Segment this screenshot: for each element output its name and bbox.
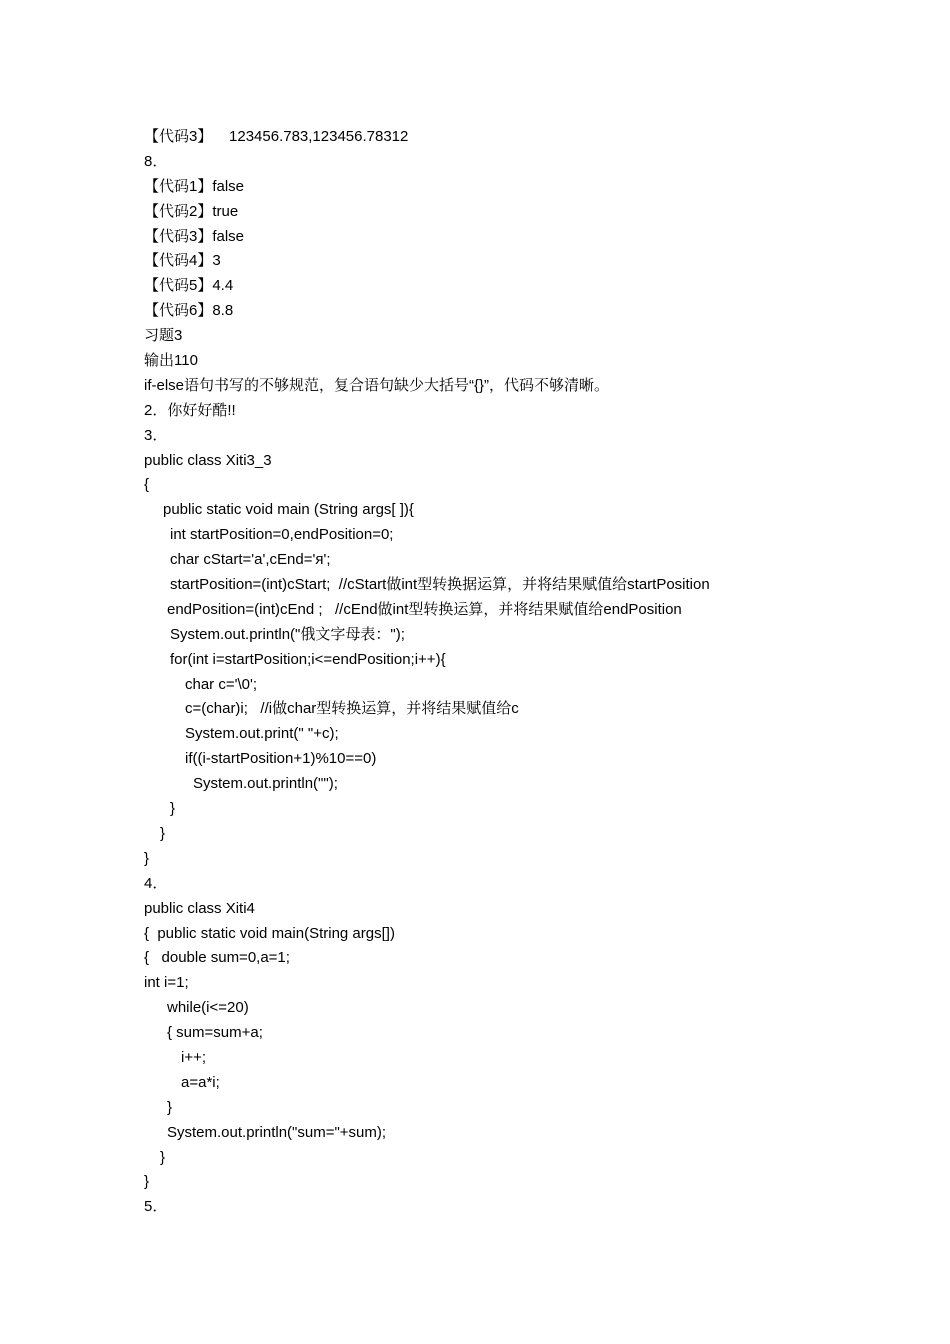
- document-line: }: [167, 1098, 173, 1116]
- document-line: System.out.print(" "+c);: [185, 725, 339, 743]
- document-line: 4．: [144, 874, 168, 892]
- document-line: public class Xiti4: [144, 899, 255, 917]
- document-line: }: [160, 1148, 166, 1166]
- document-line: 【代码1】false: [144, 177, 245, 195]
- document-line: public class Xiti3_3: [144, 451, 272, 469]
- document-line: { sum=sum+a;: [167, 1024, 263, 1042]
- document-line: System.out.println("sum="+sum);: [167, 1123, 387, 1141]
- document-line: public static void main (String args[ ]){: [163, 501, 414, 519]
- document-line: 【代码3】 123456.783,123456.78312: [144, 128, 409, 145]
- document-line: int i=1;: [144, 974, 189, 992]
- document-line: System.out.println("俄文字母表：");: [170, 625, 405, 643]
- document-line: 【代码3】false: [144, 227, 245, 245]
- document-line: }: [170, 800, 176, 818]
- document-line: while(i<=20): [167, 999, 249, 1017]
- document-line: if((i-startPosition+1)%10==0): [185, 750, 377, 768]
- document-line: i++;: [181, 1048, 207, 1066]
- document-line: 2．你好好酷!!: [144, 401, 236, 419]
- document-line: 【代码4】3: [144, 252, 221, 270]
- document-line: }: [144, 1173, 150, 1191]
- document-line: 【代码2】true: [144, 202, 239, 220]
- document-line: int startPosition=0,endPosition=0;: [170, 526, 394, 544]
- document-line: endPosition=(int)cEnd ; //cEnd做int型转换运算，并将结果赋值给endPosition: [167, 600, 682, 618]
- document-line: 习题3: [144, 327, 183, 345]
- document-line: 5．: [144, 1198, 168, 1216]
- document-line: if-else语句书写的不够规范，复合语句缺少大括号“{}”，代码不够清晰。: [144, 376, 610, 394]
- document-line: 3．: [144, 426, 168, 444]
- document-line: c=(char)i; //i做char型转换运算，并将结果赋值给c: [185, 700, 519, 718]
- document-body: [144, 125, 844, 1220]
- document-line: }: [160, 824, 166, 842]
- document-line: char c='\0';: [185, 675, 258, 693]
- document-line: 【代码5】4.4: [144, 277, 234, 295]
- document-line: }: [144, 849, 150, 867]
- document-line: 输出110: [144, 352, 198, 370]
- document-line: { double sum=0,a=1;: [144, 949, 290, 967]
- document-line: System.out.println("");: [193, 775, 338, 793]
- document-line: {: [144, 476, 150, 494]
- document-line: 【代码6】8.8: [144, 302, 234, 320]
- document-line: 8．: [144, 152, 168, 170]
- document-line: startPosition=(int)cStart; //cStart做int型转换据运算，并将结果赋值给startPosition: [170, 576, 710, 594]
- document-line: for(int i=startPosition;i<=endPosition;i++){: [170, 650, 446, 668]
- document-line: a=a*i;: [181, 1073, 220, 1091]
- document-line: char cStart='a',cEnd='я';: [170, 551, 331, 569]
- document-line: { public static void main(String args[]): [144, 924, 395, 942]
